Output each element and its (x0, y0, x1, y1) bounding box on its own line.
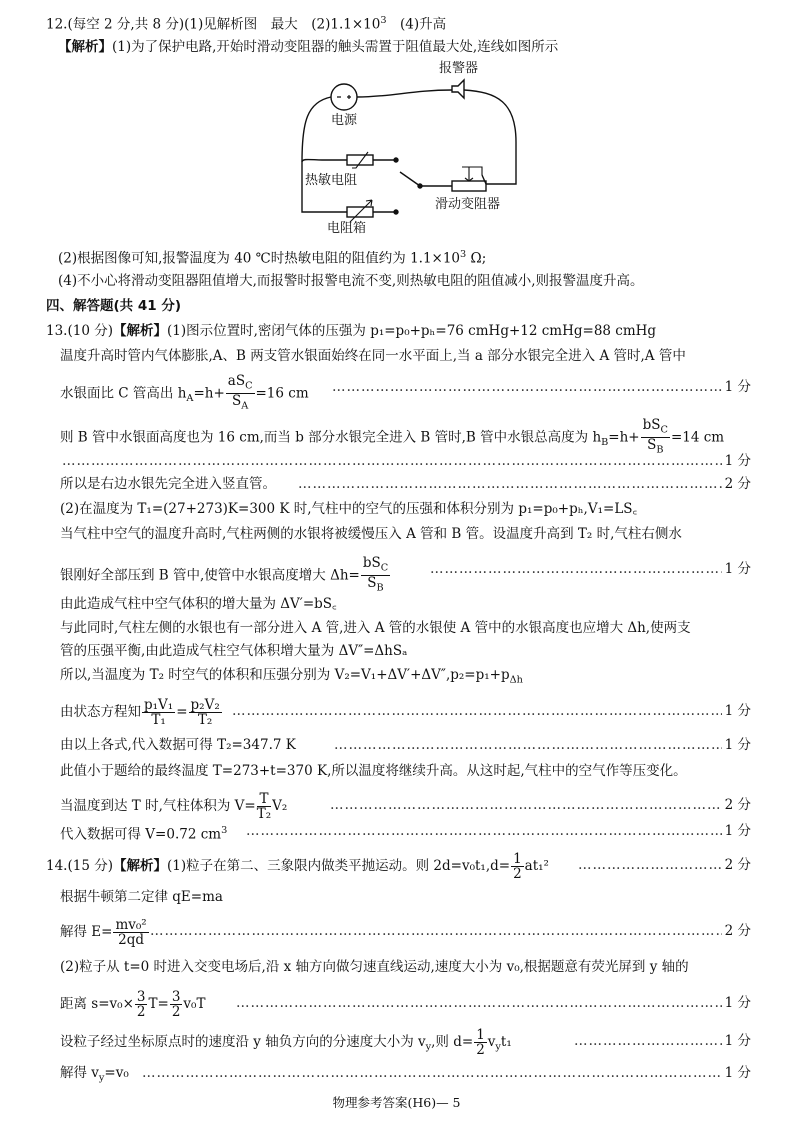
q12-line1: 【解析】(1)为了保护电路,开始时滑动变阻器的触头需置于阻值最大处,连线如图所示 (58, 39, 559, 55)
score: 1 分 (724, 453, 751, 469)
q14-line3: 解得 E= $\frac{\text{mv₀²}}{2qd}$ (60, 917, 147, 948)
score: 1 分 (724, 995, 751, 1011)
alarm-label: 报警器 (439, 61, 479, 76)
power-label: 电源 (331, 113, 358, 128)
rheostat-label: 滑动变阻器 (435, 197, 501, 212)
q13-line2: 温度升高时管内气体膨胀,A、B 两支管水银面始终在同一水平面上,当 a 部分水银完全进入 A 管时,A 管中 (60, 348, 686, 364)
q13-line6: (2)在温度为 T₁=(27+273)K=300 K 时,气柱中的空气的压强和体积分别为 p₁=p₀+pₕ,V₁=LS꜀ (60, 501, 638, 517)
score: 1 分 (724, 703, 751, 719)
score: 1 分 (724, 737, 751, 753)
resistance-box-label: 电阻箱 (327, 221, 367, 236)
alarm-icon (452, 80, 464, 98)
q13-line3: 水银面比 C 管高出 $h_A=h+$ $\frac{aS_C}{S_A}$ =16 cm (60, 373, 309, 412)
score: 1 分 (724, 379, 751, 395)
leader-dots (334, 736, 722, 754)
q14-line5: 距离 s=v₀× $\frac{3}{2}$ T= $\frac{3}{2}$ v₀T (60, 989, 206, 1020)
q14-line6: 设粒子经过坐标原点时的速度沿 y 轴负方向的分速度大小为 $v_y$,则 d= $\frac{1}{2}$ $v_yt_1$ (60, 1027, 512, 1058)
score: 2 分 (724, 923, 751, 939)
leader-dots (236, 994, 722, 1012)
q13-line13: 由状态方程知 $\frac{\text{p₁V₁}}{\text{T₁}}$ = $\frac{\text{p₂V₂}}{\text{T₂}}$ (60, 697, 220, 728)
score: 1 分 (724, 561, 751, 577)
switch-icon (400, 172, 420, 186)
power-source-icon (331, 84, 357, 110)
score: 2 分 (724, 857, 751, 873)
score: 1 分 (724, 1033, 751, 1049)
q13-line5: 所以是右边水银先完全进入竖直管。 (60, 476, 276, 492)
leader-dots (232, 702, 722, 720)
q13-line7: 当气柱中空气的温度升高时,气柱两侧的水银将被缓慢压入 A 管和 B 管。设温度升高到 T₂ 时,气柱右侧水 (60, 526, 682, 542)
score: 2 分 (724, 476, 751, 492)
leader-dots (142, 1064, 722, 1082)
q14-line4: (2)粒子从 t=0 时进入交变电场后,沿 x 轴方向做匀速直线运动,速度大小为 v₀,根据题意有荧光屏到 y 轴的 (60, 959, 689, 975)
q12-header: 12.(每空 2 分,共 8 分)(1)见解析图 最大 $(2)1.1\times 10^3$ (4)升高 (46, 15, 447, 33)
leader-dots (430, 560, 722, 578)
q13-line15: 此值小于题给的最终温度 T=273+t=370 K,所以温度将继续升高。从这时起,气柱中的空气作等压变化。 (60, 763, 687, 779)
q13-line16: 当温度到达 T 时,气柱体积为 V= $\frac{T}{\text{T₂}}$ V₂ (60, 791, 288, 822)
page-footer: 物理参考答案(H6)— 5 (332, 1095, 461, 1110)
q13-line9: 由此造成气柱中空气体积的增大量为 ΔV′=bS꜀ (60, 596, 337, 612)
q13-line8: 银刚好全部压到 B 管中,使管中水银高度增大 Δh= $\frac{bS_C}{S_B}$ (60, 555, 389, 594)
q14-line2: 根据牛顿第二定律 qE=ma (60, 889, 223, 905)
q13-line11: 管的压强平衡,由此造成气柱空气体积增大量为 ΔV″=ΔhSₐ (60, 643, 408, 659)
q13-line10: 与此同时,气柱左侧的水银也有一部分进入 A 管,进入 A 管的水银使 A 管中的水银高度也应增大 Δh,使两支 (60, 620, 691, 636)
thermistor-label: 热敏电阻 (305, 173, 358, 188)
leader-dots (298, 475, 722, 493)
leader-dots (150, 922, 722, 940)
q14-line7: 解得 $v_y=v_0$ (60, 1065, 129, 1084)
leader-dots (332, 378, 722, 396)
section-title: 四、解答题(共 41 分) (46, 298, 182, 314)
leader-dots (62, 452, 722, 470)
q13-line14: 由以上各式,代入数据可得 T₂=347.7 K (60, 737, 296, 753)
score: 1 分 (724, 1065, 751, 1081)
leader-dots (246, 822, 722, 840)
rheostat-icon (452, 181, 486, 191)
leader-dots (578, 856, 722, 874)
q13-line17: 代入数据可得 V=0.72 $cm^3$ (60, 825, 228, 843)
q14-line1: 14.(15 分)【解析】(1)粒子在第二、三象限内做类平抛运动。则 2d=v₀t₁,d= $\frac{1}{2}$ at₁² (46, 851, 549, 882)
q13-line4: 则 B 管中水银面高度也为 16 cm,而当 b 部分水银完全进入 B 管时,B 管中水银总高度为 $h_B=h+$ $\frac{bS_C}{S_B}$ =14 cm (60, 417, 725, 456)
leader-dots (330, 796, 722, 814)
q12-line3: (4)不小心将滑动变阻器阻值增大,而报警时报警电流不变,则热敏电阻的阻值减小,则报警温度升高。 (58, 273, 644, 289)
q12-line2: (2)根据图像可知,报警温度为 40 ℃时热敏电阻的阻值约为 $1.1\times 10^3$ Ω; (58, 249, 487, 267)
q13-line1: 13.(10 分)【解析】(1)图示位置时,密闭气体的压强为 p₁=p₀+pₕ=76 cmHg+12 cmHg=88 cmHg (46, 323, 657, 339)
score: 2 分 (724, 797, 751, 813)
q13-line12: 所以,当温度为 T₂ 时空气的体积和压强分别为 $V_2=V_1+\Delta V'+\Delta V'',p_2=p_1+p_{\Delta h}$ (60, 667, 523, 686)
score: 1 分 (724, 823, 751, 839)
leader-dots (574, 1032, 722, 1050)
